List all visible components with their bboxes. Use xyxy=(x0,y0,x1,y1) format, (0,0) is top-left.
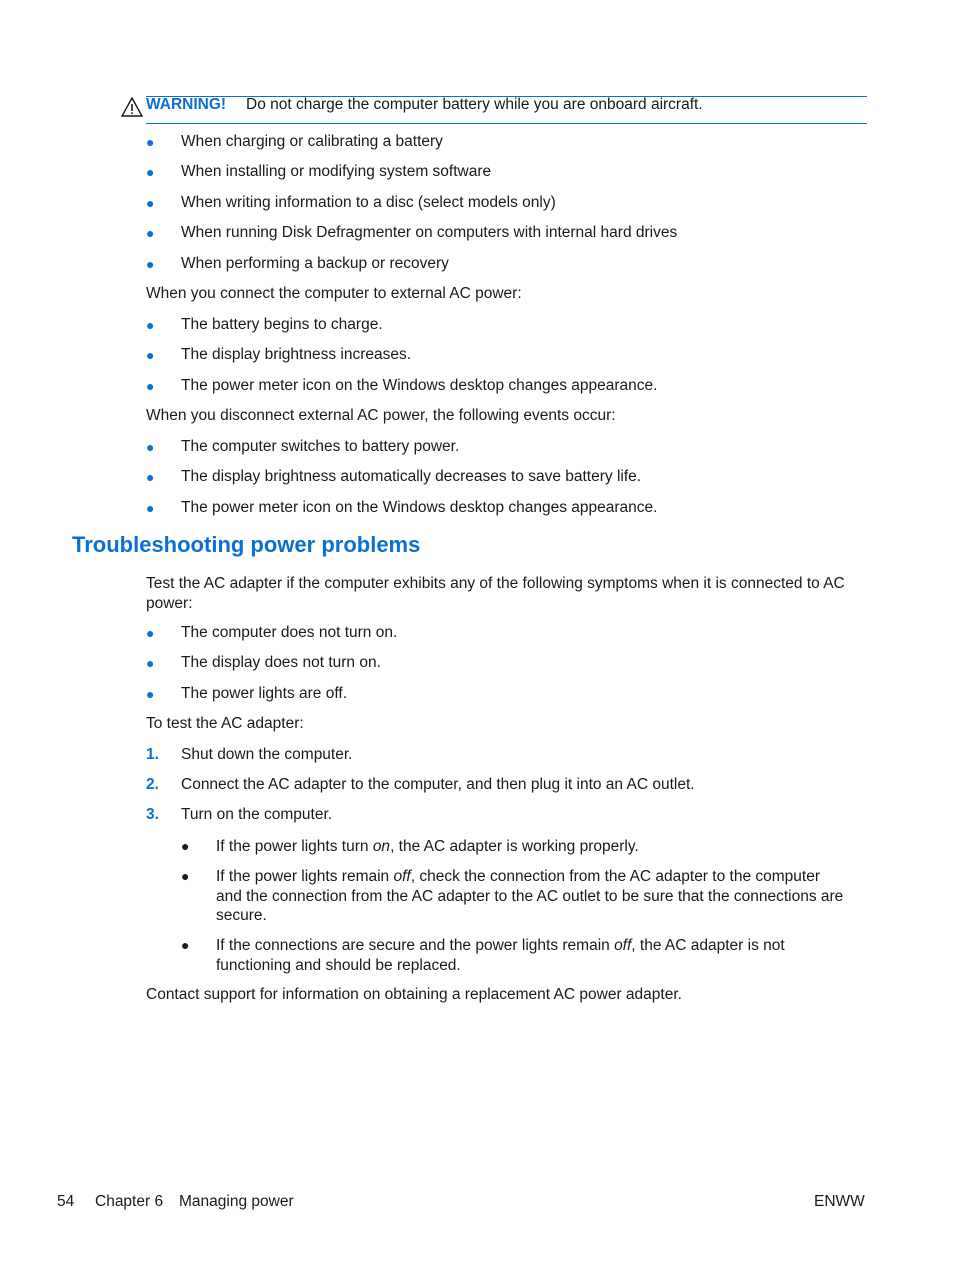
list-item: The display does not turn on. xyxy=(181,654,381,671)
warning-label: WARNING! xyxy=(146,96,227,113)
substep-item: If the connections are secure and the power lights remain off, the AC adapter is not functioning and should be replaced. xyxy=(216,937,785,974)
bullet-icon: ● xyxy=(181,937,190,953)
list-item: The power lights are off. xyxy=(181,685,347,702)
list-item: When running Disk Defragmenter on computers with internal hard drives xyxy=(181,224,678,241)
section-title: Troubleshooting power problems xyxy=(72,532,421,557)
contact-text: Contact support for information on obtaining a replacement AC power adapter. xyxy=(146,986,682,1003)
list-item: The computer does not turn on. xyxy=(181,624,398,641)
page-number: 54 xyxy=(57,1193,75,1210)
bullet-icon: ● xyxy=(181,868,190,884)
warning-triangle-icon xyxy=(121,97,143,117)
steps-intro: To test the AC adapter: xyxy=(146,715,304,732)
bullet-icon: ● xyxy=(146,317,155,333)
bullet-icon: ● xyxy=(146,256,155,272)
bullet-icon: ● xyxy=(146,686,155,702)
list-item: When performing a backup or recovery xyxy=(181,255,449,272)
step-number: 2. xyxy=(146,776,159,793)
list-item: The power meter icon on the Windows desktop changes appearance. xyxy=(181,499,658,516)
list-item: The display brightness increases. xyxy=(181,346,412,363)
bullet-icon: ● xyxy=(146,225,155,241)
warning-text: Do not charge the computer battery while you are onboard aircraft. xyxy=(246,96,703,113)
footer-chapter-title: Managing power xyxy=(179,1193,294,1210)
list-item: The battery begins to charge. xyxy=(181,316,383,333)
test-intro: Test the AC adapter if the computer exhibits any of the following symptoms when it is connected to AC power: xyxy=(146,575,845,612)
bullet-icon: ● xyxy=(146,469,155,485)
bullet-icon: ● xyxy=(146,134,155,150)
step-text: Turn on the computer. xyxy=(181,806,333,823)
bullet-icon: ● xyxy=(181,838,190,854)
bullet-icon: ● xyxy=(146,439,155,455)
step-number: 1. xyxy=(146,746,159,763)
bullet-icon: ● xyxy=(146,347,155,363)
step-text: Connect the AC adapter to the computer, and then plug it into an AC outlet. xyxy=(181,776,695,793)
bullet-icon: ● xyxy=(146,378,155,394)
step-number: 3. xyxy=(146,806,159,823)
connect-intro: When you connect the computer to external AC power: xyxy=(146,285,522,302)
list-item: The display brightness automatically decreases to save battery life. xyxy=(181,468,642,485)
step-text: Shut down the computer. xyxy=(181,746,353,763)
bullet-icon: ● xyxy=(146,500,155,516)
disconnect-intro: When you disconnect external AC power, the following events occur: xyxy=(146,407,616,424)
footer-chapter: Chapter 6 xyxy=(95,1193,164,1210)
list-item: When writing information to a disc (select models only) xyxy=(181,194,556,211)
bullet-icon: ● xyxy=(146,655,155,671)
bullet-icon: ● xyxy=(146,625,155,641)
substep-item: If the power lights remain off, check the connection from the AC adapter to the computer and the connection from the AC adapter to the AC outlet to be sure that the connections are secure. xyxy=(216,868,844,924)
substep-item: If the power lights turn on, the AC adapter is working properly. xyxy=(216,838,639,855)
list-item: When charging or calibrating a battery xyxy=(181,133,443,150)
list-item: The power meter icon on the Windows desktop changes appearance. xyxy=(181,377,658,394)
footer-enww: ENWW xyxy=(814,1193,865,1210)
list-item: When installing or modifying system software xyxy=(181,163,492,180)
list-item: The computer switches to battery power. xyxy=(181,438,460,455)
bullet-icon: ● xyxy=(146,164,155,180)
bullet-icon: ● xyxy=(146,195,155,211)
